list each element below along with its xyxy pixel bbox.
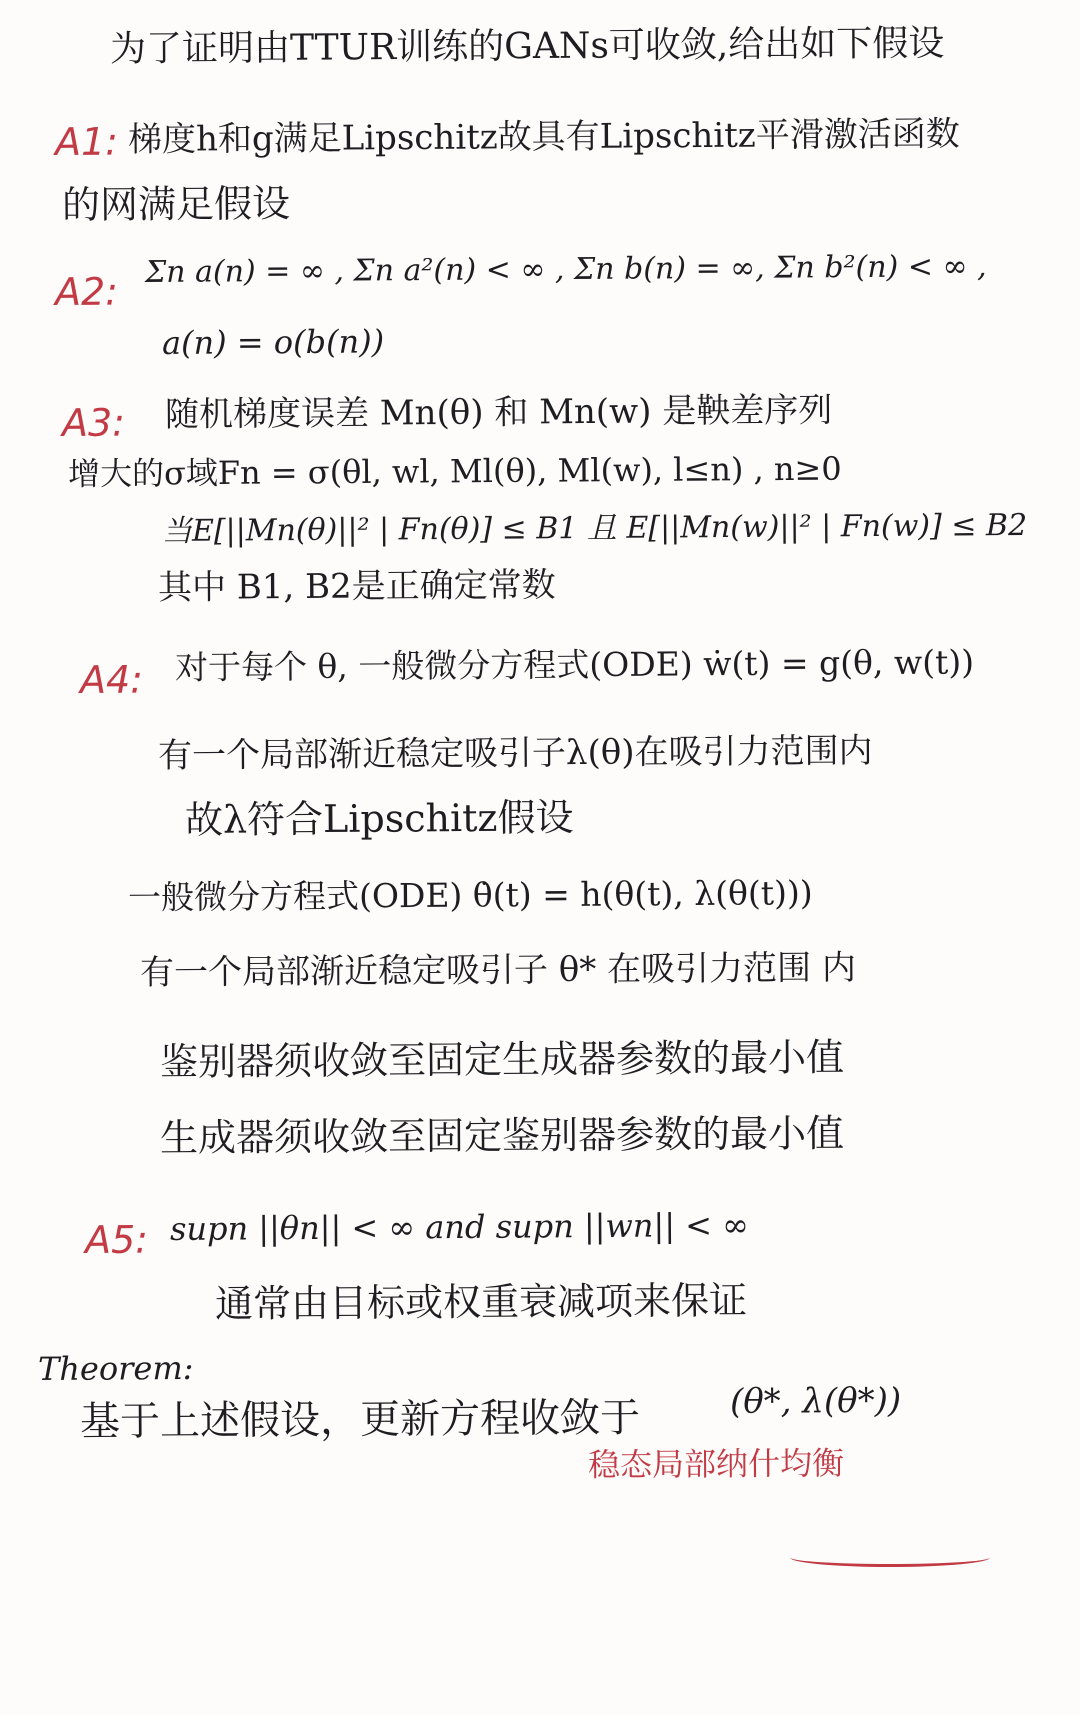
a1-line-1: 梯度h和g满足Lipschitz故具有Lipschitz平滑激活函数 [127,114,960,160]
a3-line-2: 增大的σ域Fn = σ(θl, wl, Ml(θ), Ml(w), l≤n) , n≥0 [67,449,842,493]
a1-label: A1: [54,119,119,164]
page-title: 为了证明由TTUR训练的GANs可收敛,给出如下假设 [109,23,945,70]
theorem-label: Theorem: [37,1348,194,1388]
a4-line-7: 生成器须收敛至固定鉴别器参数的最小值 [159,1111,845,1160]
a5-label: A5: [84,1217,149,1262]
a4-line-6: 鉴别器须收敛至固定生成器参数的最小值 [159,1035,845,1084]
a1-line-2: 的网满足假设 [61,181,291,227]
a4-line-3: 故λ符合Lipschitz假设 [184,795,574,842]
a4-line-4: 一般微分方程式(ODE) θ̇(t) = h(θ(t), λ(θ(t))) [127,873,813,917]
a5-line-2: 通常由目标或权重衰减项来保证 [214,1278,748,1326]
a4-label: A4: [79,657,144,702]
a2-line-2: a(n) = o(b(n)) [161,322,385,362]
a3-line-4: 其中 B1, B2是正确定常数 [157,565,556,608]
theorem-line-1: 基于上述假设，更新方程收敛于 [79,1395,641,1445]
a3-line-3: 当E[||Mn(θ)||² | Fn(θ)] ≤ B1 且 E[||Mn(w)||² | Fn(w)] ≤ B2 [161,507,1028,549]
a2-label: A2: [54,269,119,314]
a4-line-5: 有一个局部渐近稳定吸引子 θ* 在吸引力范围 内 [139,948,857,993]
theorem-result: (θ*, λ(θ*)) [729,1380,902,1422]
a4-line-2: 有一个局部渐近稳定吸引子λ(θ)在吸引力范围内 [157,731,873,776]
a3-line-1: 随机梯度误差 Mn(θ) 和 Mn(w) 是鞅差序列 [164,390,833,435]
theorem-annotation: 稳态局部纳什均衡 [587,1444,845,1484]
a5-line-1: supn ||θn|| < ∞ and supn ||wn|| < ∞ [169,1205,749,1248]
a4-line-1: 对于每个 θ, 一般微分方程式(ODE) ẇ(t) = g(θ, w(t)) [174,642,975,687]
theorem-result-underline [790,1548,990,1567]
a3-label: A3: [61,400,126,445]
a2-line-1: Σn a(n) = ∞ , Σn a²(n) < ∞ , Σn b(n) = ∞, Σn b²(n) < ∞ , [144,249,987,290]
